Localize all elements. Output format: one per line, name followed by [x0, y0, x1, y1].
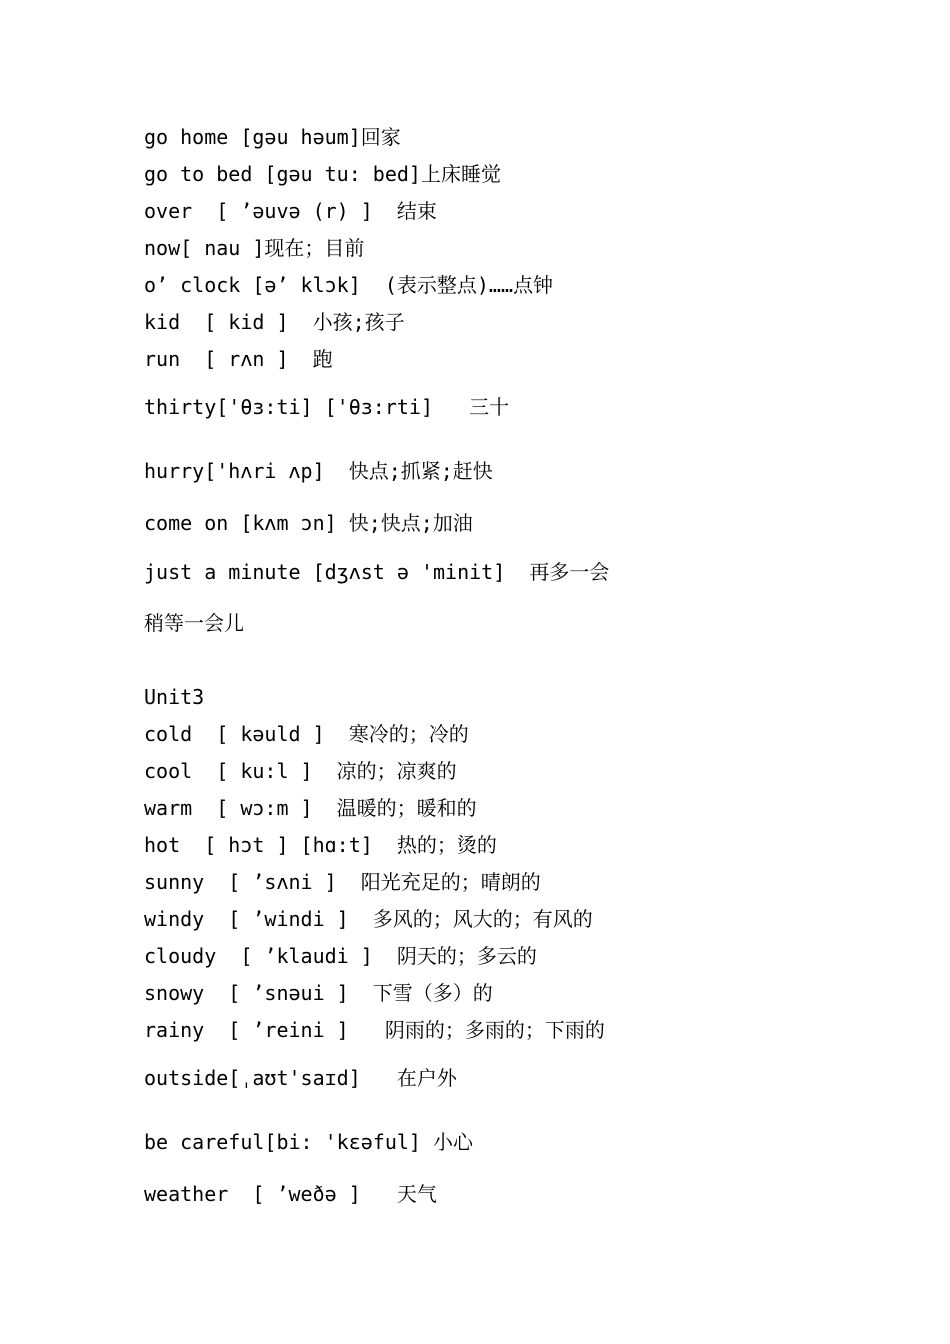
vocab-windy: windy [ ’windi ] 多风的；风大的；有风的: [144, 907, 593, 931]
vocab-come-on: come on [kʌm ɔn] 快;快点;加油: [144, 511, 473, 535]
vocab-kid: kid [ kid ] 小孩;孩子: [144, 310, 405, 334]
vocab-rainy: rainy [ ’reini ] 阴雨的；多雨的；下雨的: [144, 1018, 605, 1042]
vocab-just-a-minute: just a minute [dʒʌst ə 'minit] 再多一会: [144, 560, 610, 584]
section-heading-unit3: Unit3: [144, 685, 205, 709]
vocab-sunny: sunny [ ’sʌni ] 阳光充足的；晴朗的: [144, 870, 541, 894]
vocab-cool: cool [ ku:l ] 凉的；凉爽的: [144, 759, 457, 783]
vocab-outside: outside[ˌaʊt'saɪd] 在户外: [144, 1066, 457, 1090]
vocab-oclock: o’ clock [ə’ klɔk] (表示整点)……点钟: [144, 273, 553, 297]
vocab-cold: cold [ kəuld ] 寒冷的；冷的: [144, 722, 469, 746]
vocab-run: run [ rʌn ] 跑: [144, 347, 333, 371]
vocab-be-careful: be careful[bi: 'kɛəful] 小心: [144, 1130, 473, 1154]
vocab-warm: warm [ wɔ:m ] 温暖的；暖和的: [144, 796, 477, 820]
vocab-snowy: snowy [ ’snəui ] 下雪（多）的: [144, 981, 493, 1005]
vocab-thirty: thirty['θɜ:ti] ['θɜ:rti] 三十: [144, 395, 510, 419]
vocab-hurry: hurry['hʌri ʌp] 快点;抓紧;赶快: [144, 459, 493, 483]
vocab-now: now[ nau ]现在；目前: [144, 236, 365, 260]
vocab-over: over [ ’əuvə (r) ] 结束: [144, 199, 437, 223]
vocab-go-home: go home [gəu həum]回家: [144, 125, 401, 149]
vocab-hot: hot [ hɔt ] [hɑ:t] 热的；烫的: [144, 833, 497, 857]
vocab-weather: weather [ ’weðə ] 天气: [144, 1182, 437, 1206]
vocab-just-a-minute-cont: 稍等一会儿: [144, 611, 244, 635]
vocab-cloudy: cloudy [ ’klaudi ] 阴天的；多云的: [144, 944, 537, 968]
vocab-go-to-bed: go to bed [gəu tu: bed]上床睡觉: [144, 162, 501, 186]
